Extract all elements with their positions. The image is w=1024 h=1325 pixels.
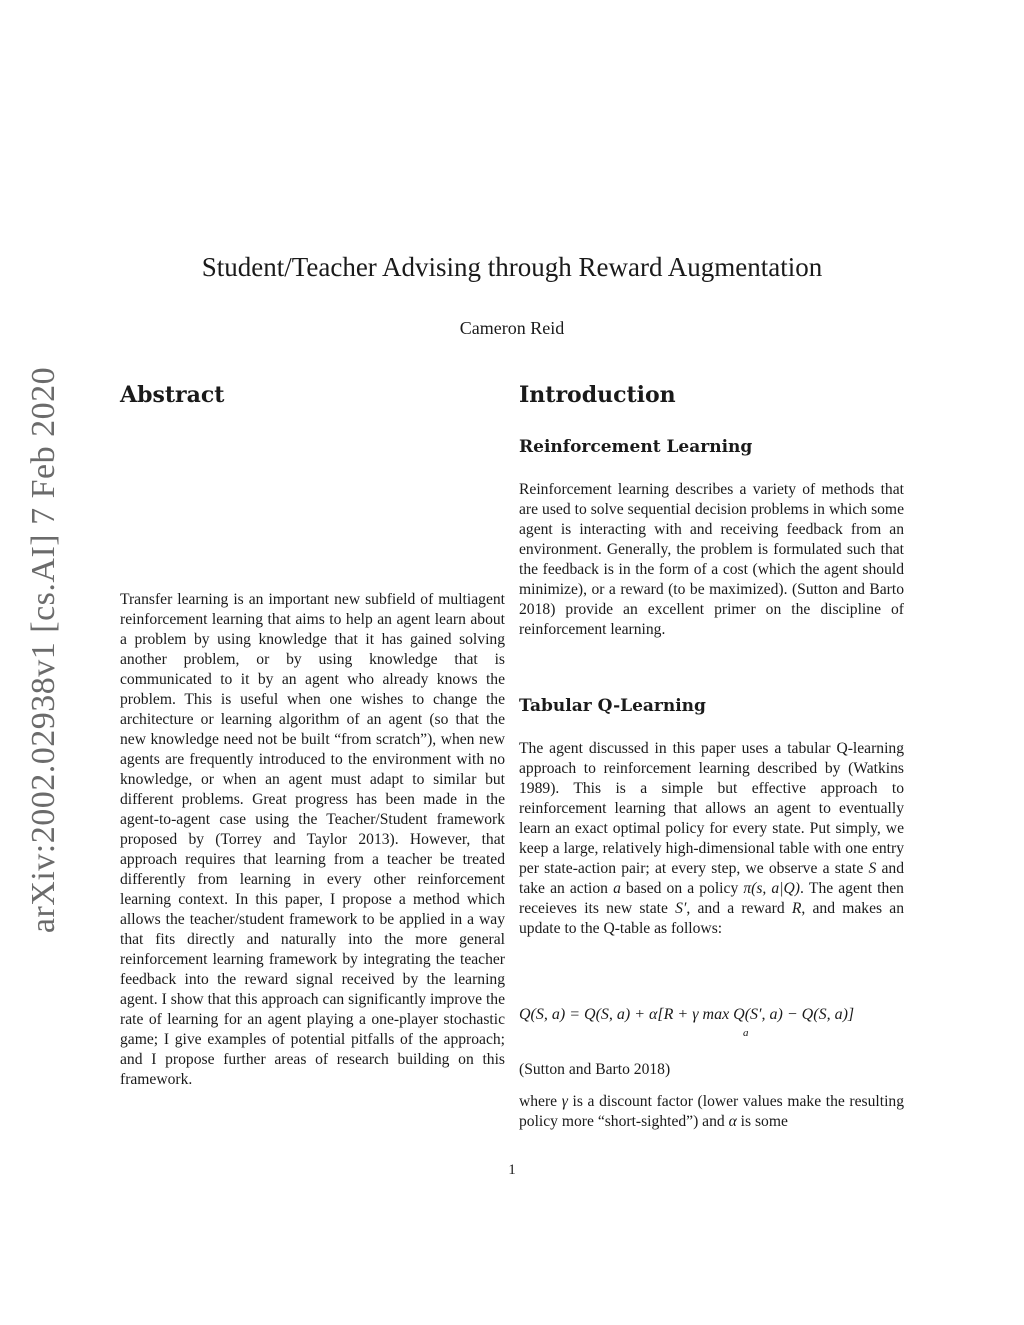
reinforcement-learning-heading: Reinforcement Learning <box>519 437 753 457</box>
tq-text-part: . The agent then receieves its new state <box>519 880 904 917</box>
where-part: is a discount factor (lower values make the resulting policy more “short-sighted”) and <box>519 1093 904 1130</box>
where-text <box>519 1092 904 1132</box>
page-number: 1 <box>508 1162 516 1178</box>
alpha-symbol: α <box>728 1113 737 1130</box>
equation-citation: (Sutton and Barto 2018) <box>519 1061 671 1078</box>
author-name: Cameron Reid <box>459 318 565 338</box>
left-column <box>120 380 505 1088</box>
introduction-heading: Introduction <box>519 382 676 408</box>
abstract-text: Transfer learning is an important new subfield of multiagent reinforcement learning that aims to help an agent learn about a problem by using knowledge that it has gained solving another problem, or by using knowledge that is communicated to it by an agent who already knows the problem. This is useful when one wishes to change the architecture or learning algorithm of an agent (so that the new knowledge need not be built “from scratch”), when new agents are frequently introduced to the environment with no knowledge, or when an agent must adapt to similar but different problems. Great progress has been made in the agent-to-agent case using the Teacher/Student framework proposed by (Torrey and Taylor 2013). However, that approach requires that learning from a teacher be treated differently from learning in every other reinforcement learning context. In this paper, I propose a method which allows the teacher/student framework to be applied in a way that fits directly and naturally into the more general reinforcement learning framework by integrating the teacher feedback into the reward signal received by the learning agent. I show that this approach can significantly improve the rate of learning for an agent playing a one-player stochastic game; I give examples of potential pitfalls of the approach; and I propose further areas of research building on this framework. <box>120 591 505 1088</box>
q-update-equation <box>519 1005 904 1039</box>
gamma-symbol: γ <box>561 1093 568 1110</box>
tq-text-part: , and a reward <box>686 900 792 917</box>
tabular-q-learning-heading: Tabular Q-Learning <box>519 696 706 716</box>
new-state-symbol: S′ <box>675 900 687 917</box>
equation-text: Q(S, a) = Q(S, a) + α[R + γ max Q(S′, a) − Q(S, a)] <box>519 1006 855 1023</box>
state-symbol: S <box>868 860 877 877</box>
abstract-heading: Abstract <box>120 382 225 408</box>
tq-text-part: and take an action <box>519 860 905 897</box>
action-symbol: a <box>613 880 621 897</box>
reward-symbol: R <box>791 900 802 917</box>
tq-text-part: The agent discussed in this paper uses a tabular Q-learning approach to reinforcement learning described by (Watkins 1989). This is a simple but effective approach to reinforcement learning that allows an agent to eventually learn an exact optimal policy for every state. Put simply, we keep a large, relatively high-dimensional table with one entry per state-action pair; at every step, we observe a state <box>519 740 904 877</box>
where-part: is some <box>736 1113 788 1130</box>
policy-symbol: π(s, a|Q) <box>743 880 800 897</box>
reinforcement-learning-text: Reinforcement learning describes a variety of methods that are used to solve sequential decision problems in which some agent is interacting with and receiving feedback from an environment. Generally, the problem is formulated such that the feedback is in the form of a cost (which the agent should minimize), or a reward (to be maximized). (Sutton and Barto 2018) provide an excellent primer on the discipline of reinforcement learning. <box>519 481 904 638</box>
tq-text-part: , and makes an update to the Q-table as follows: <box>519 900 904 937</box>
paper-title: Student/Teacher Advising through Reward Augmentation <box>201 252 823 282</box>
where-part: where <box>519 1093 562 1110</box>
arxiv-watermark: arXiv:2002.02938v1 [cs.AI] 7 Feb 2020 <box>25 366 62 934</box>
tabular-q-learning-text <box>519 739 904 939</box>
tq-text-part: based on a policy <box>620 880 744 897</box>
equation-max-subscript: a <box>743 1027 749 1039</box>
